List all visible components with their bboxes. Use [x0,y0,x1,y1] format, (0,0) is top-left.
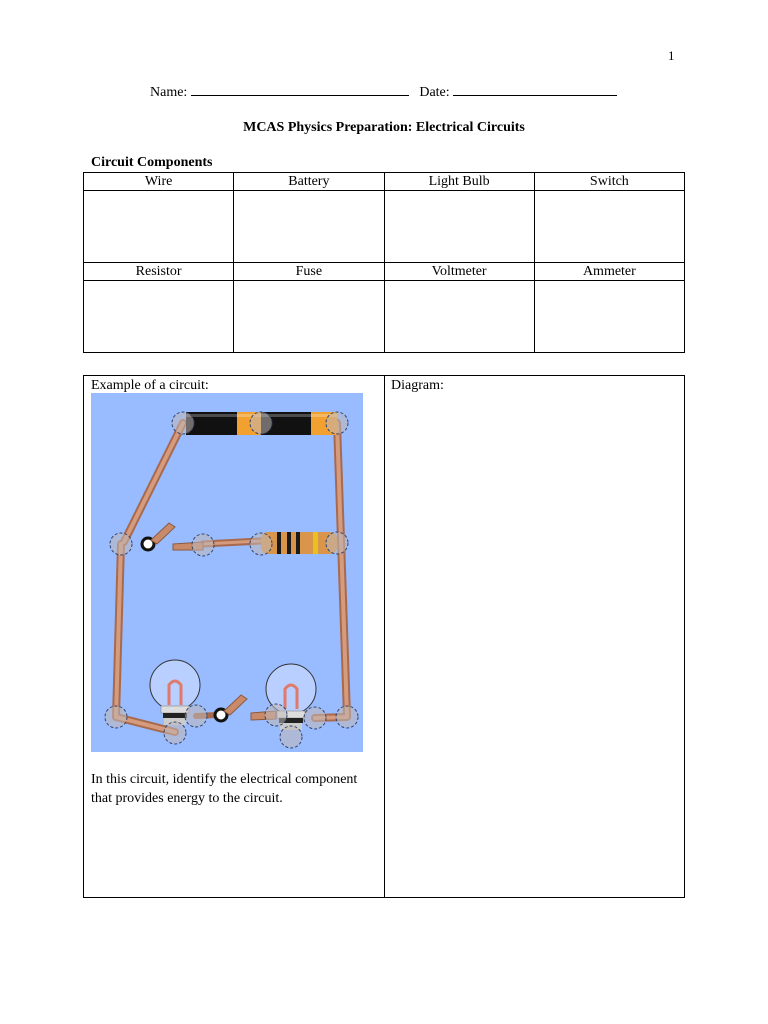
question-text: In this circuit, identify the electrical component that provides energy to the circuit. [91,772,358,806]
header-resistor: Resistor [84,263,234,281]
components-table [83,172,685,353]
header-switch: Switch [534,173,684,191]
date-label: Date: [419,85,450,100]
example-box [83,375,685,898]
column-divider [384,376,385,897]
header-fuse: Fuse [234,263,384,281]
blank-cell[interactable] [234,281,384,353]
page-number: 1 [668,48,675,63]
section-heading: Circuit Components [91,155,213,170]
header-battery: Battery [234,173,384,191]
table-row [84,263,685,281]
circuit-image [91,393,363,752]
table-row [84,173,685,191]
blank-cell[interactable] [384,281,534,353]
page-title: MCAS Physics Preparation: Electrical Circuits [243,120,525,135]
circuit-background [91,393,363,752]
blank-cell[interactable] [534,191,684,263]
blank-cell[interactable] [84,281,234,353]
diagram-label: Diagram: [391,378,444,393]
blank-cell[interactable] [234,191,384,263]
blank-cell[interactable] [84,191,234,263]
blank-cell[interactable] [534,281,684,353]
name-field[interactable] [191,81,409,96]
name-date-line [150,81,617,101]
header-voltmeter: Voltmeter [384,263,534,281]
table-row [84,191,685,263]
header-wire: Wire [84,173,234,191]
example-label: Example of a circuit: [91,378,209,393]
header-ammeter: Ammeter [534,263,684,281]
blank-cell[interactable] [384,191,534,263]
name-label: Name: [150,85,188,100]
header-light-bulb: Light Bulb [384,173,534,191]
table-row [84,281,685,353]
date-field[interactable] [453,81,617,96]
